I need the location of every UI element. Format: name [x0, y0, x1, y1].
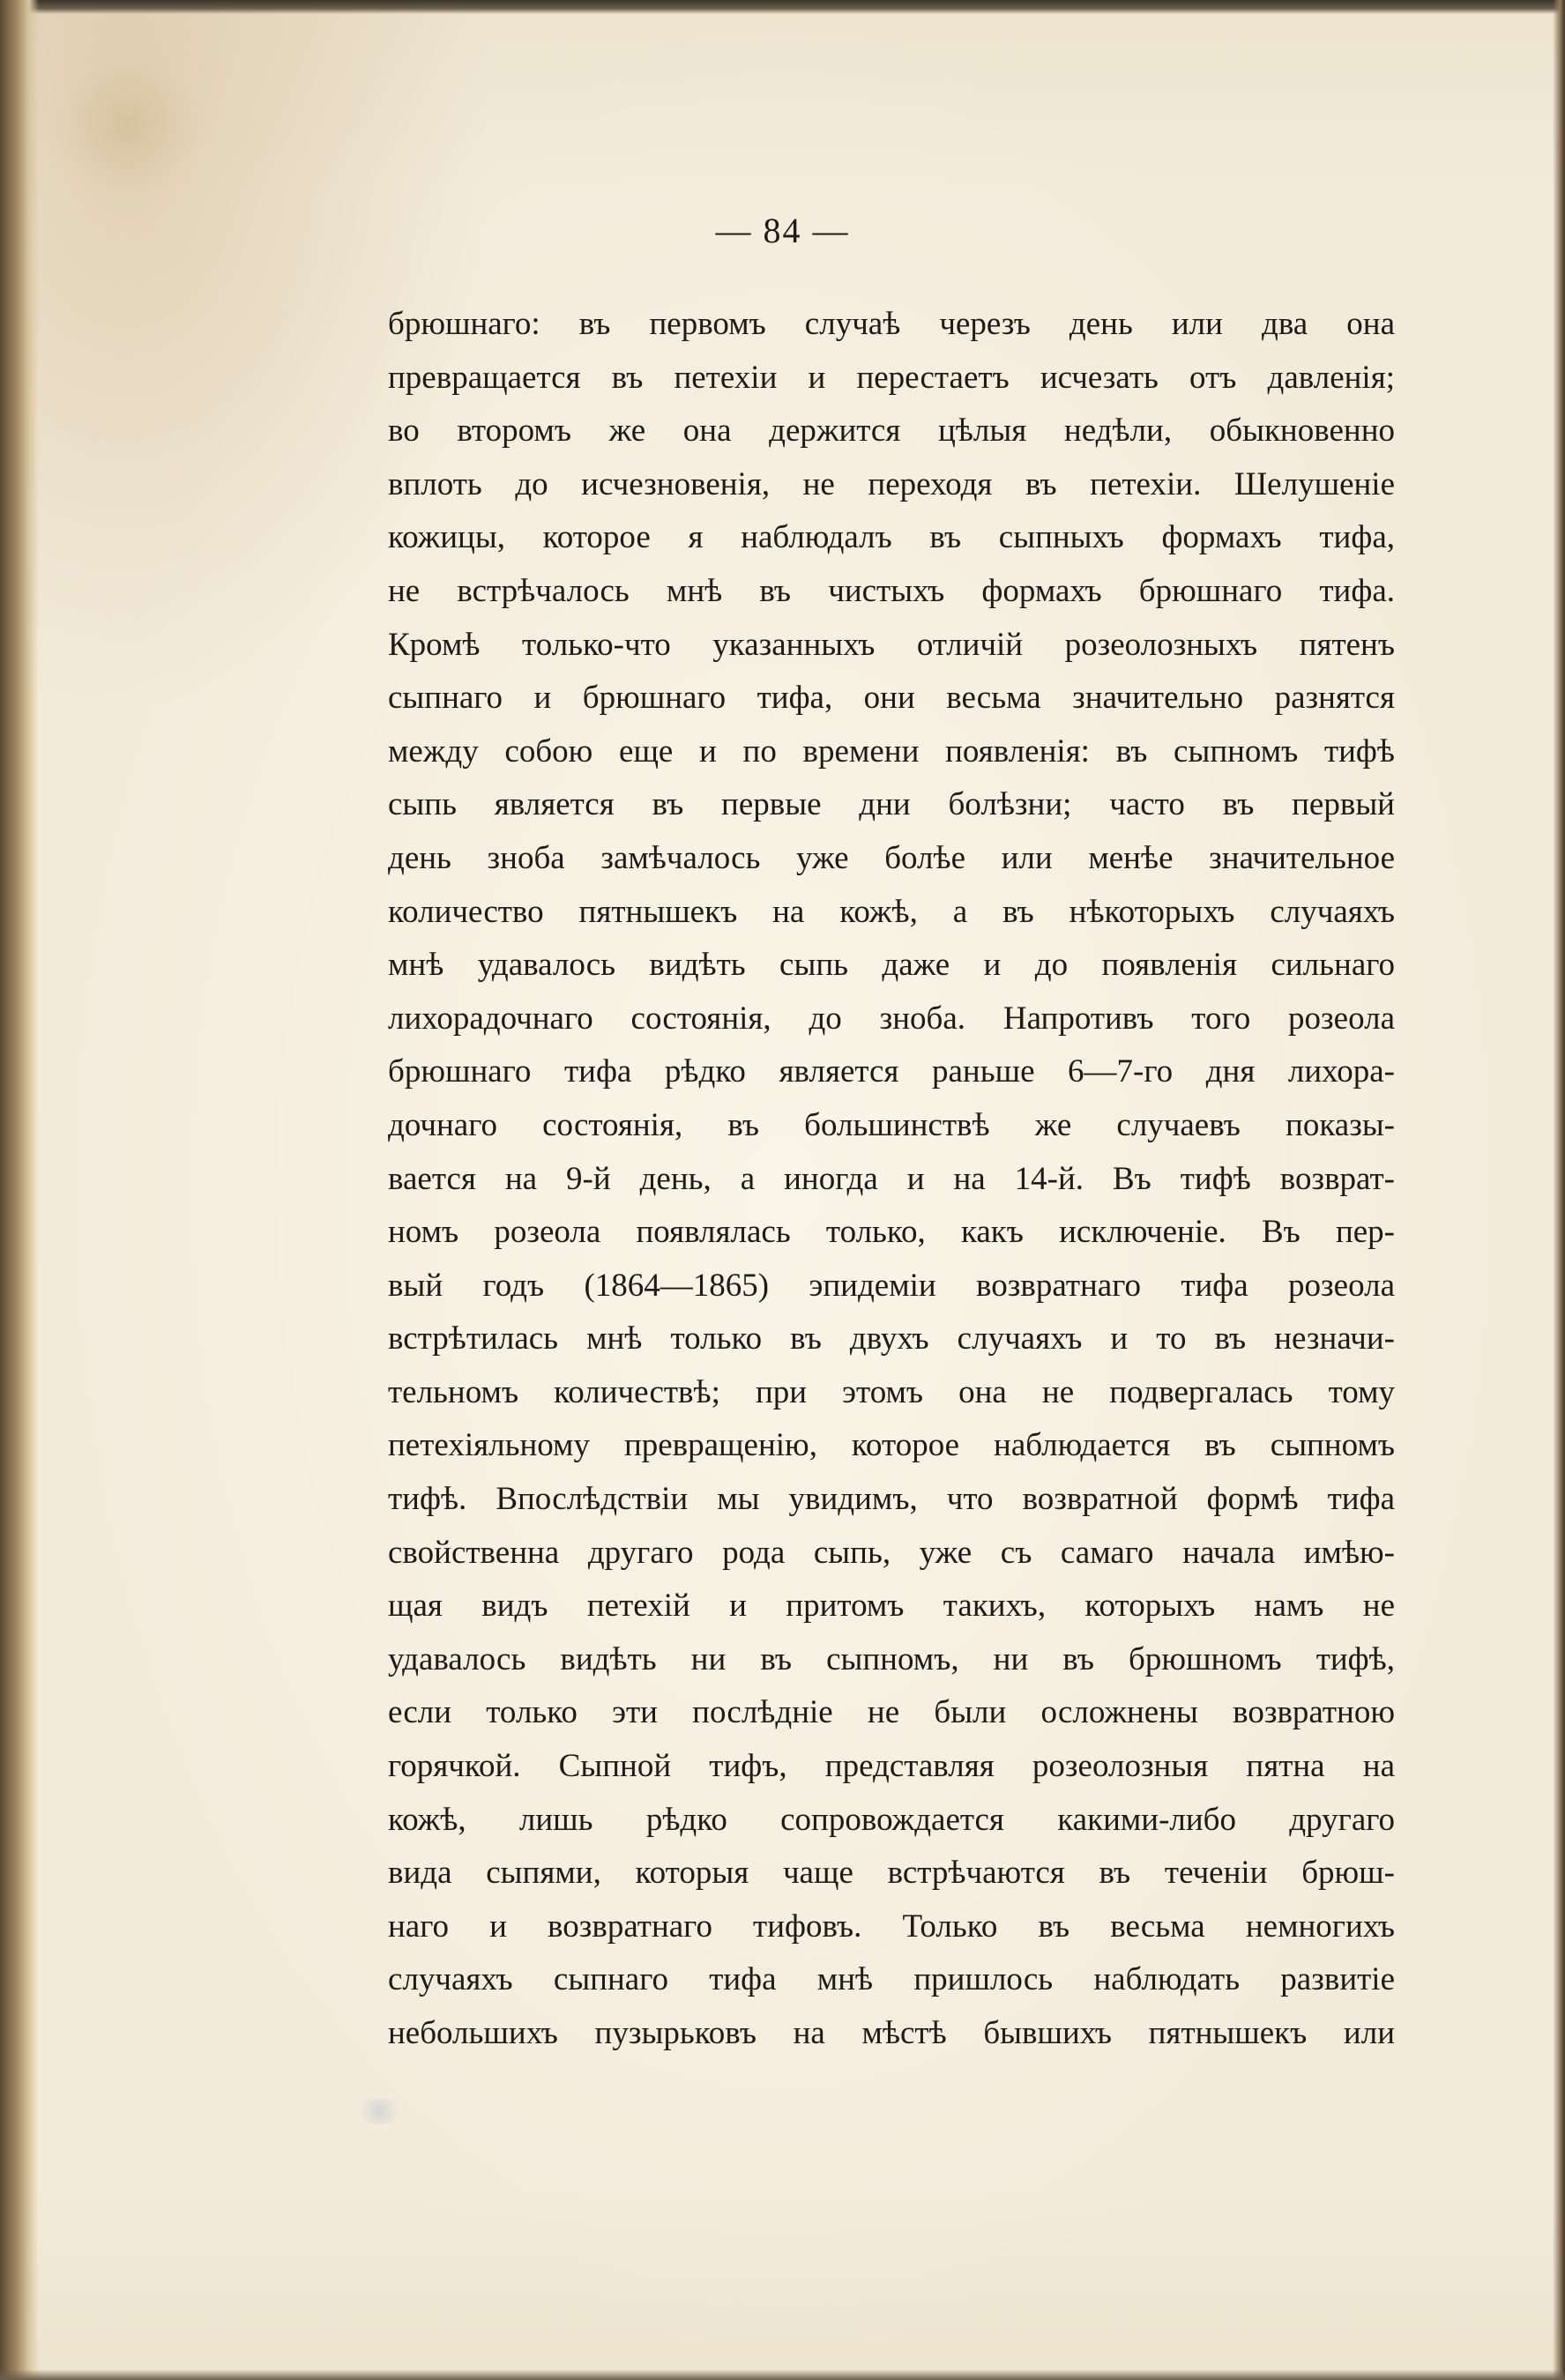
page-number: — 84 — — [715, 211, 850, 250]
text-line: кожѣ, лишь рѣдко сопровождается какими-либо другаго — [388, 1801, 1395, 1838]
text-line: брюшнаго тифа рѣдко является раньше 6—7-го дня лихора- — [388, 1053, 1395, 1090]
text-line: вается на 9-й день, а иногда и на 14-й. Въ тифѣ возврат- — [388, 1160, 1395, 1197]
text-line: не встрѣчалось мнѣ въ чистыхъ формахъ брюшнаго тифа. — [388, 572, 1395, 609]
text-line: тифѣ. Впослѣдствіи мы увидимъ, что возвратной формѣ тифа — [388, 1481, 1395, 1518]
text-line: лихорадочнаго состоянія, до зноба. Напротивъ того розеола — [388, 1000, 1395, 1037]
text-line: наго и возвратнаго тифовъ. Только въ весьма немногихъ — [388, 1908, 1395, 1945]
text-line: вплоть до исчезновенія, не переходя въ петехіи. Шелушеніе — [388, 465, 1395, 502]
text-line: удавалось видѣть ни въ сыпномъ, ни въ брюшномъ тифѣ, — [388, 1640, 1395, 1677]
text-line: превращается въ петехіи и перестаетъ исчезать отъ давленія; — [388, 359, 1395, 396]
text-line: день зноба замѣчалось уже болѣе или менѣе значительное — [388, 839, 1395, 876]
page-binding-edge — [0, 0, 39, 2380]
text-line: небольшихъ пузырьковъ на мѣстѣ бывшихъ пятнышекъ или — [388, 2015, 1395, 2051]
body-text — [388, 298, 1395, 2061]
paper-stain — [53, 53, 203, 194]
text-line: дочнаго состоянія, въ большинствѣ же случаевъ показы- — [388, 1106, 1395, 1143]
page-bottom-edge — [0, 2369, 1565, 2380]
text-line: горячкой. Сыпной тифъ, представляя розеолозныя пятна на — [388, 1748, 1395, 1785]
text-line: мнѣ удавалось видѣть сыпь даже и до появленія сильнаго — [388, 947, 1395, 984]
text-line: между собою еще и по времени появленія: въ сыпномъ тифѣ — [388, 733, 1395, 770]
text-line: если только эти послѣдніе не были осложнены возвратною — [388, 1694, 1395, 1731]
text-line: вый годъ (1864—1865) эпидеміи возвратнаго тифа розеола — [388, 1267, 1395, 1304]
page-right-edge — [1553, 0, 1565, 2380]
text-line: встрѣтилась мнѣ только въ двухъ случаяхъ и то въ незначи- — [388, 1320, 1395, 1357]
paper-stain — [353, 2098, 406, 2124]
text-line: тельномъ количествѣ; при этомъ она не подвергалась тому — [388, 1373, 1395, 1410]
text-line: сыпь является въ первые дни болѣзни; часто въ первый — [388, 786, 1395, 823]
text-line: случаяхъ сыпнаго тифа мнѣ пришлось наблюдать развитіе — [388, 1961, 1395, 1998]
text-line: свойственна другаго рода сыпь, уже съ самаго начала имѣю- — [388, 1534, 1395, 1571]
text-line: номъ розеола появлялась только, какъ исключеніе. Въ пер- — [388, 1214, 1395, 1251]
text-line: щая видъ петехій и притомъ такихъ, которыхъ намъ не — [388, 1588, 1395, 1625]
page-top-shadow — [0, 0, 1565, 14]
text-line: кожицы, которое я наблюдалъ въ сыпныхъ формахъ тифа, — [388, 519, 1395, 556]
text-line: количество пятнышекъ на кожѣ, а въ нѣкоторыхъ случаяхъ — [388, 893, 1395, 930]
text-line: во второмъ же она держится цѣлыя недѣли, обыкновенно — [388, 413, 1395, 450]
text-line: сыпнаго и брюшнаго тифа, они весьма значительно разнятся — [388, 680, 1395, 717]
text-line: петехіяльному превращенію, которое наблюдается въ сыпномъ — [388, 1427, 1395, 1464]
text-line: брюшнаго: въ первомъ случаѣ черезъ день или два она — [388, 306, 1395, 342]
text-line: Кромѣ только-что указанныхъ отличій розеолозныхъ пятенъ — [388, 626, 1395, 663]
text-line: вида сыпями, которыя чаще встрѣчаются въ теченіи брюш- — [388, 1855, 1395, 1892]
